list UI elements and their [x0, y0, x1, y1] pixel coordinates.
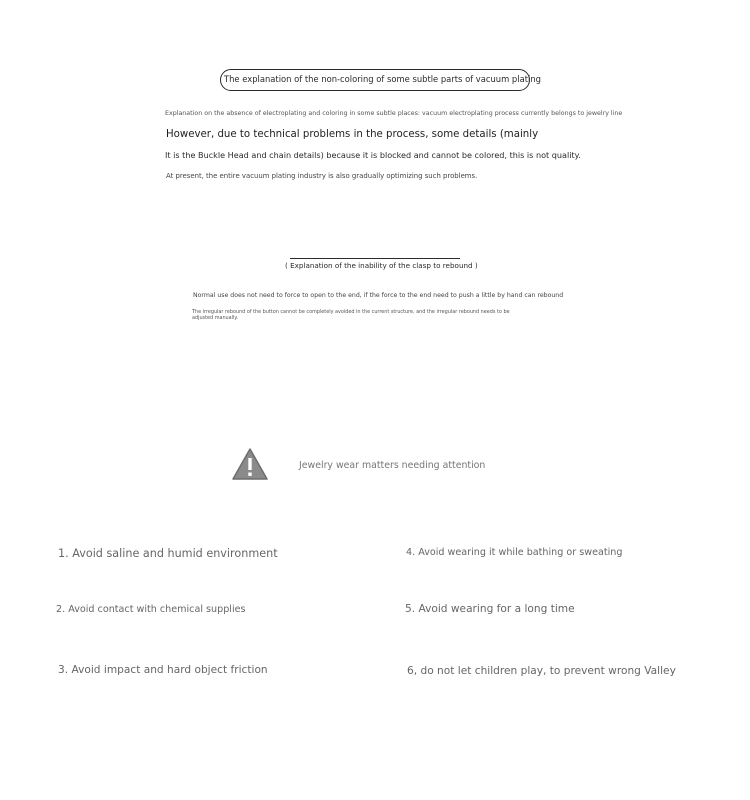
tip-item-3: 3. Avoid impact and hard object friction	[58, 664, 268, 676]
tip-item-1: 1. Avoid saline and humid environment	[58, 547, 278, 560]
plating-title: The explanation of the non-coloring of some subtle parts of vacuum plating	[224, 74, 541, 84]
clasp-title-text: Explanation of the inability of the clasp to rebound	[290, 261, 473, 270]
plating-text-line-4: At present, the entire vacuum plating industry is also gradually optimizing such problems.	[166, 172, 478, 180]
clasp-text-line-1: Normal use does not need to force to open to the end, if the force to the end need to push a little by hand can rebound	[193, 292, 564, 299]
clasp-title-rule	[290, 258, 460, 259]
tip-item-4: 4. Avoid wearing it while bathing or sweating	[406, 547, 623, 558]
clasp-title: ( Explanation of the inability of the clasp to rebound )	[285, 261, 478, 270]
tip-item-2: 2. Avoid contact with chemical supplies	[56, 604, 246, 615]
plating-text-line-1: Explanation on the absence of electroplating and coloring in some subtle places: vacuum electroplating process currently belongs to jewelry line	[165, 110, 623, 117]
warning-icon	[231, 447, 269, 481]
plating-text-line-2: However, due to technical problems in the process, some details (mainly	[166, 129, 539, 140]
clasp-text-line-2: The irregular rebound of the button cannot be completely avoided in the current structure, and the irregular rebound needs to be adjusted manually.	[192, 309, 510, 321]
tip-item-5: 5. Avoid wearing for a long time	[405, 603, 575, 615]
attention-title: Jewelry wear matters needing attention	[299, 460, 486, 471]
tip-item-6: 6, do not let children play, to prevent wrong Valley	[407, 665, 676, 677]
plating-text-line-3: It is the Buckle Head and chain details) because it is blocked and cannot be colored, this is not quality.	[165, 150, 581, 160]
